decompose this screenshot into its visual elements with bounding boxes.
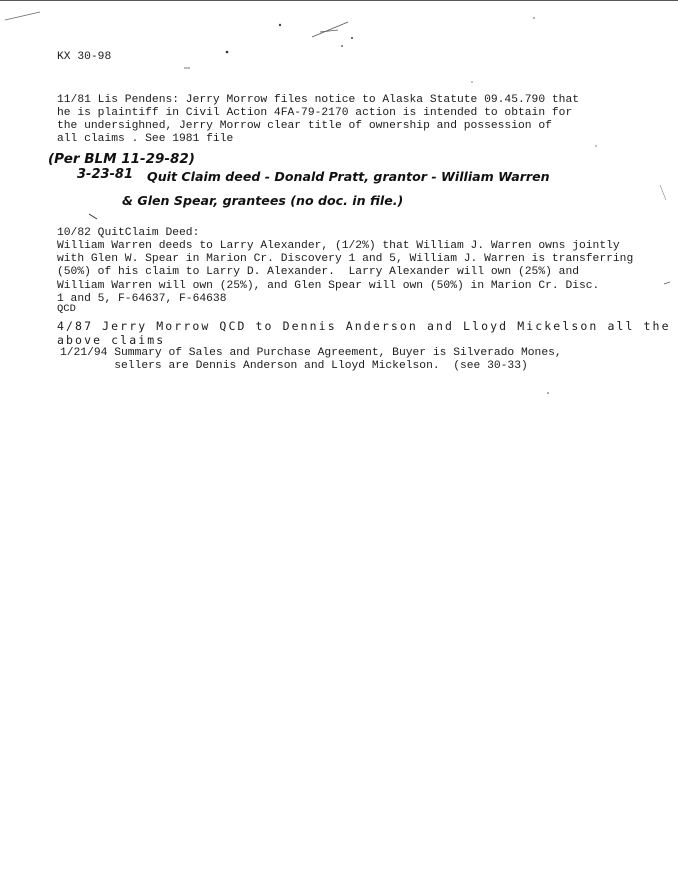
entry-1982-line: William Warren will own (25%), and Glen Spear will own (50%) in Marion Cr. Disc. (57, 280, 600, 292)
handwritten-line-1: Quit Claim deed - Donald Pratt, grantor - William Warren (147, 169, 550, 184)
entry-1981-line: the undersighned, Jerry Morrow clear title of ownership and possession of (57, 120, 552, 132)
handwritten-date: 3-23-81 (77, 167, 134, 182)
entry-1982-line: 1 and 5, F-64637, F-64638 (57, 293, 227, 305)
handwritten-line-2: & Glen Spear, grantees (no doc. in file.) (122, 193, 404, 208)
entry-qcd-line: 4/87 Jerry Morrow QCD to Dennis Anderson and Lloyd Mickelson all the (57, 319, 671, 333)
entry-1994-line: 1/21/94 Summary of Sales and Purchase Agreement, Buyer is Silverado Mones, (60, 347, 562, 359)
entry-1982-line: (50%) of his claim to Larry D. Alexander. Larry Alexander will own (25%) and (57, 266, 580, 278)
entry-1981-line: he is plaintiff in Civil Action 4FA-79-2170 action is intended to obtain for (57, 107, 573, 119)
entry-1982-line: 10/82 QuitClaim Deed: (57, 227, 200, 239)
entry-1982-line: with Glen W. Spear in Marion Cr. Discovery 1 and 5, William J. Warren is transferring (57, 253, 634, 265)
entry-1981-line: all claims . See 1981 file (57, 133, 234, 145)
qcd-label: QCD (57, 303, 76, 315)
entry-1981-line: 11/81 Lis Pendens: Jerry Morrow files notice to Alaska Statute 09.45.790 that (57, 94, 580, 106)
file-reference: KX 30-98 (57, 51, 112, 63)
entry-1982-line: William Warren deeds to Larry Alexander, (1/2%) that William J. Warren owns jointly (57, 240, 620, 252)
top-edge-line (0, 0, 678, 1)
entry-1994-line: sellers are Dennis Anderson and Lloyd Mickelson. (see 30-33) (60, 360, 528, 372)
entry-qcd-line: above claims (57, 333, 166, 347)
handwritten-blm-reference: (Per BLM 11-29-82) (48, 151, 195, 167)
